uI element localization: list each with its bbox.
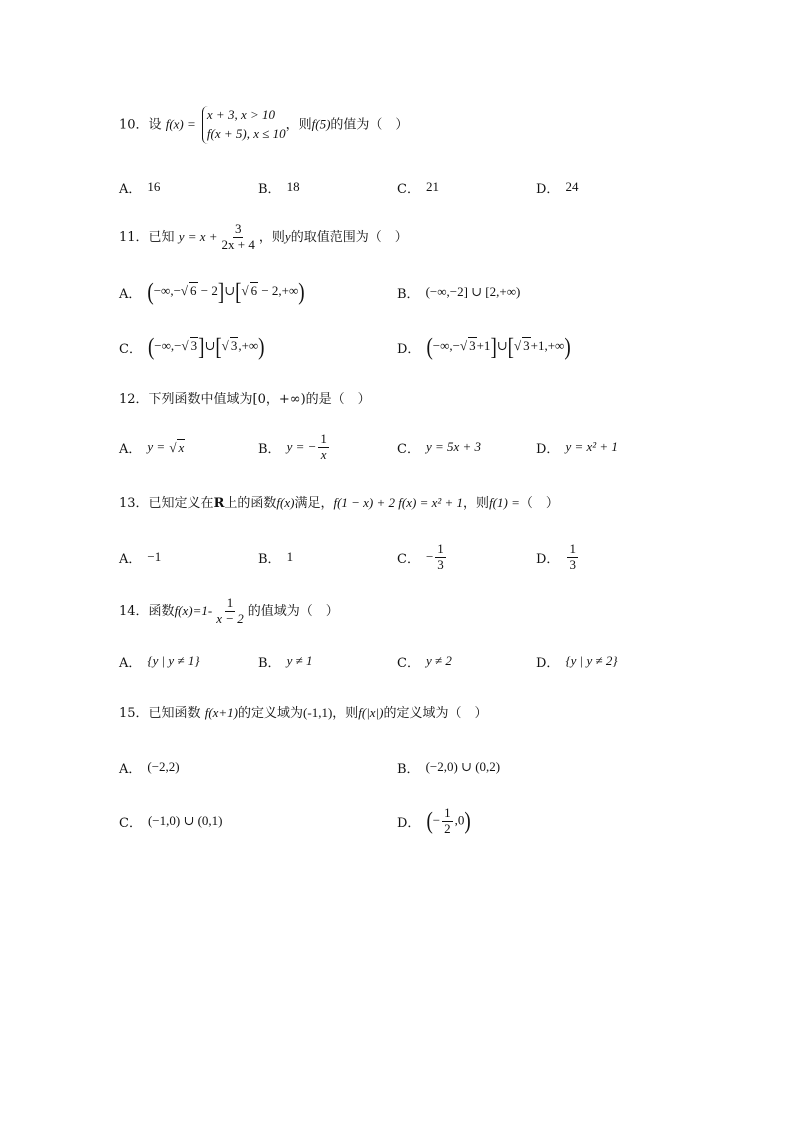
option-d[interactable]: D． (−∞,−√ 3+1]∪[√ 3+1,+∞) bbox=[397, 333, 571, 361]
options-q12 bbox=[119, 432, 679, 462]
question-11: 11．已知 y = x + $\frac{3}{2x + 4}$ ，则y的取值范围为（ ） bbox=[119, 221, 408, 252]
fraction: $\frac{3}{2x + 4}$ bbox=[221, 221, 255, 252]
option-d[interactable]: D． $\frac{1}{3}$ bbox=[536, 540, 576, 572]
question-15: 15．已知函数 f(x+1)的定义域为(-1,1)，则f(|x|)的定义域为（ ） bbox=[119, 705, 488, 721]
option-d[interactable]: D． {y | y ≠ 2} bbox=[536, 653, 618, 671]
question-14: 14．函数f(x)=1- $\frac{1}{x - 2}$ 的值域为（ ） bbox=[119, 595, 339, 626]
options-q15-ab bbox=[119, 752, 679, 782]
question-number: 12． bbox=[119, 392, 149, 407]
functional-equation: f(1 − x) + 2 f(x) = x² + 1 bbox=[333, 495, 464, 510]
option-b[interactable]: B． (−∞,−2] ∪ [2,+∞) bbox=[397, 284, 521, 302]
option-c[interactable]: C． y = 5x + 3 bbox=[397, 439, 482, 457]
options-q15-cd bbox=[119, 806, 679, 836]
option-d[interactable]: D． 24 bbox=[536, 179, 579, 197]
option-d[interactable]: D． y = x² + 1 bbox=[536, 439, 618, 457]
option-c[interactable]: C． (−∞,−√ 3]∪[√ 3,+∞) bbox=[119, 333, 265, 361]
option-c[interactable]: C． 21 bbox=[397, 179, 439, 197]
option-b[interactable]: B． y ≠ 1 bbox=[258, 653, 313, 671]
question-number: 13． bbox=[119, 496, 149, 511]
question-12: 12．下列函数中值域为[0，+∞)的是（ ） bbox=[119, 392, 371, 407]
question-10: 10．设 f(x) = x + 3, x > 10 f(x + 5), x ≤ 10 ，则f(5)的值为（ ） bbox=[119, 106, 408, 144]
option-a[interactable]: A． (−∞,−√ 6 − 2]∪[√ 6 − 2,+∞) bbox=[119, 278, 305, 306]
option-b[interactable]: B． 18 bbox=[258, 179, 300, 197]
option-c[interactable]: C． y ≠ 2 bbox=[397, 653, 452, 671]
option-a[interactable]: A． (−2,2) bbox=[119, 759, 180, 777]
options-q11-ab bbox=[119, 277, 679, 307]
option-b[interactable]: B． 1 bbox=[258, 549, 294, 567]
option-c[interactable]: C． (−1,0) ∪ (0,1) bbox=[119, 813, 223, 831]
options-q14 bbox=[119, 646, 679, 676]
options-q11-cd bbox=[119, 332, 679, 362]
options-q10 bbox=[119, 172, 679, 202]
option-b[interactable]: B． y = − $\frac{1}{x}$ bbox=[258, 430, 327, 462]
question-number: 14． bbox=[119, 603, 149, 619]
question-13: 13．已知定义在R上的函数f(x)满足，f(1 − x) + 2 f(x) = x² + 1，则f(1) =（ ） bbox=[119, 495, 559, 511]
option-a[interactable]: A． 16 bbox=[119, 179, 161, 197]
question-number: 10． bbox=[119, 117, 149, 133]
option-a[interactable]: A． {y | y ≠ 1} bbox=[119, 653, 200, 671]
option-a[interactable]: A． y = √ x bbox=[119, 439, 185, 457]
option-b[interactable]: B． (−2,0) ∪ (0,2) bbox=[397, 759, 501, 777]
options-q13 bbox=[119, 542, 679, 572]
question-number: 11． bbox=[119, 229, 149, 245]
option-c[interactable]: C． − $\frac{1}{3}$ bbox=[397, 540, 444, 572]
question-number: 15． bbox=[119, 706, 149, 721]
option-d[interactable]: D． (− $\frac{1}{2}$ ,0) bbox=[397, 804, 471, 836]
piecewise-cases: x + 3, x > 10 f(x + 5), x ≤ 10 bbox=[200, 106, 286, 144]
function-label: f(x) = bbox=[165, 116, 196, 132]
option-a[interactable]: A． −1 bbox=[119, 549, 162, 567]
